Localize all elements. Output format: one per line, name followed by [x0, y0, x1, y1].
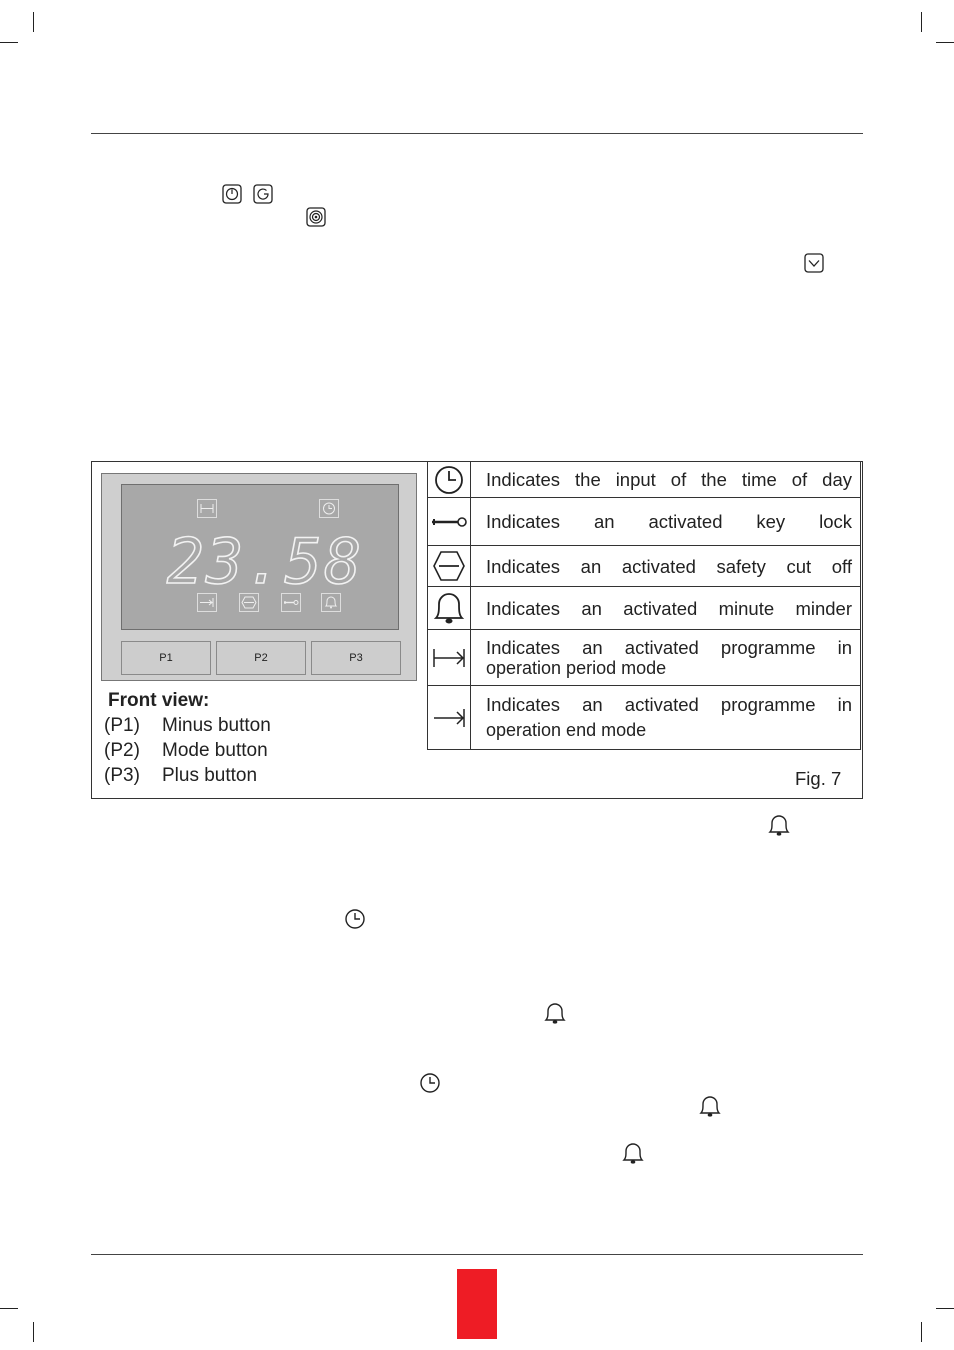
legend-text-continued: operation period mode: [486, 657, 667, 678]
legend-icon-cell: [428, 587, 471, 630]
legend-text-cell: [471, 630, 861, 686]
legend-text: Indicates an activated safety cut off: [486, 555, 852, 577]
legend-text-cell: [471, 686, 861, 750]
symbol-legend-table: [427, 461, 861, 750]
crop-mark: [921, 1322, 922, 1342]
clock-icon: [433, 464, 465, 496]
button-description: Plus button: [162, 765, 258, 786]
reset-icon: [253, 184, 273, 204]
legend-text: Indicates the input of the time of day: [486, 469, 852, 490]
period-mode-icon: [432, 647, 466, 669]
minus-button[interactable]: [121, 641, 211, 675]
bell-icon: [621, 1141, 645, 1165]
legend-text-cell: [471, 587, 861, 630]
time-display: [166, 525, 364, 598]
chevron-down-icon: [804, 253, 824, 273]
table-row: [428, 462, 861, 498]
button-label: P3: [349, 652, 363, 664]
legend-text: Indicates an activated minute minder: [486, 597, 852, 619]
period-mode-icon: [197, 499, 217, 518]
button-code: (P2): [104, 740, 140, 761]
crop-mark: [33, 12, 34, 32]
legend-text-cell: [471, 498, 861, 546]
mode-button[interactable]: [216, 641, 306, 675]
table-row: [428, 498, 861, 546]
front-view-title: Front view:: [108, 690, 210, 711]
bell-icon: [767, 813, 791, 837]
clock-icon: [419, 1072, 441, 1094]
list-item: [104, 738, 271, 763]
legend-text-cell: [471, 546, 861, 587]
clock-icon: [319, 499, 339, 518]
front-view-caption: [104, 688, 271, 788]
legend-text: Indicates an activated key lock: [486, 511, 852, 532]
bell-icon: [321, 593, 341, 612]
footer-rule: [91, 1254, 863, 1255]
table-row: [428, 546, 861, 587]
header-rule: [91, 133, 863, 134]
bell-icon: [432, 590, 466, 626]
plus-button[interactable]: [311, 641, 401, 675]
key-icon: [281, 593, 301, 612]
clock-icon: [344, 908, 366, 930]
button-code: (P1): [104, 715, 140, 736]
legend-icon-cell: [428, 630, 471, 686]
button-code: (P3): [104, 765, 140, 786]
end-mode-icon: [197, 593, 217, 612]
bell-icon: [543, 1001, 567, 1025]
figure-label: Fig. 7: [795, 768, 842, 789]
select-icon: [306, 207, 326, 227]
crop-mark: [921, 12, 922, 32]
legend-icon-cell: [428, 498, 471, 546]
bell-icon: [698, 1094, 722, 1118]
button-label: P1: [159, 652, 173, 664]
list-item: [104, 763, 271, 788]
legend-icon-cell: [428, 546, 471, 587]
legend-text: Indicates an activated programme in: [486, 636, 852, 658]
legend-icon-cell: [428, 462, 471, 498]
button-description: Minus button: [162, 715, 271, 736]
crop-mark: [0, 1308, 18, 1309]
button-label: P2: [254, 652, 268, 664]
page-tab-marker: [457, 1269, 497, 1339]
legend-text-continued: operation end mode: [486, 720, 647, 740]
legend-text: Indicates an activated programme in: [486, 694, 852, 715]
end-mode-icon: [432, 707, 466, 729]
crop-mark: [936, 1308, 954, 1309]
safety-cutoff-icon: [432, 550, 466, 582]
crop-mark: [33, 1322, 34, 1342]
table-row: [428, 630, 861, 686]
table-row: [428, 686, 861, 750]
timer-icon: [222, 184, 242, 204]
safety-cutoff-icon: [239, 593, 259, 612]
button-description: Mode button: [162, 740, 268, 761]
crop-mark: [936, 42, 954, 43]
svg-text:23.58: 23.58: [166, 525, 364, 598]
list-item: [104, 713, 271, 738]
key-icon: [430, 514, 468, 530]
legend-icon-cell: [428, 686, 471, 750]
legend-text-cell: [471, 462, 861, 498]
crop-mark: [0, 42, 18, 43]
table-row: [428, 587, 861, 630]
